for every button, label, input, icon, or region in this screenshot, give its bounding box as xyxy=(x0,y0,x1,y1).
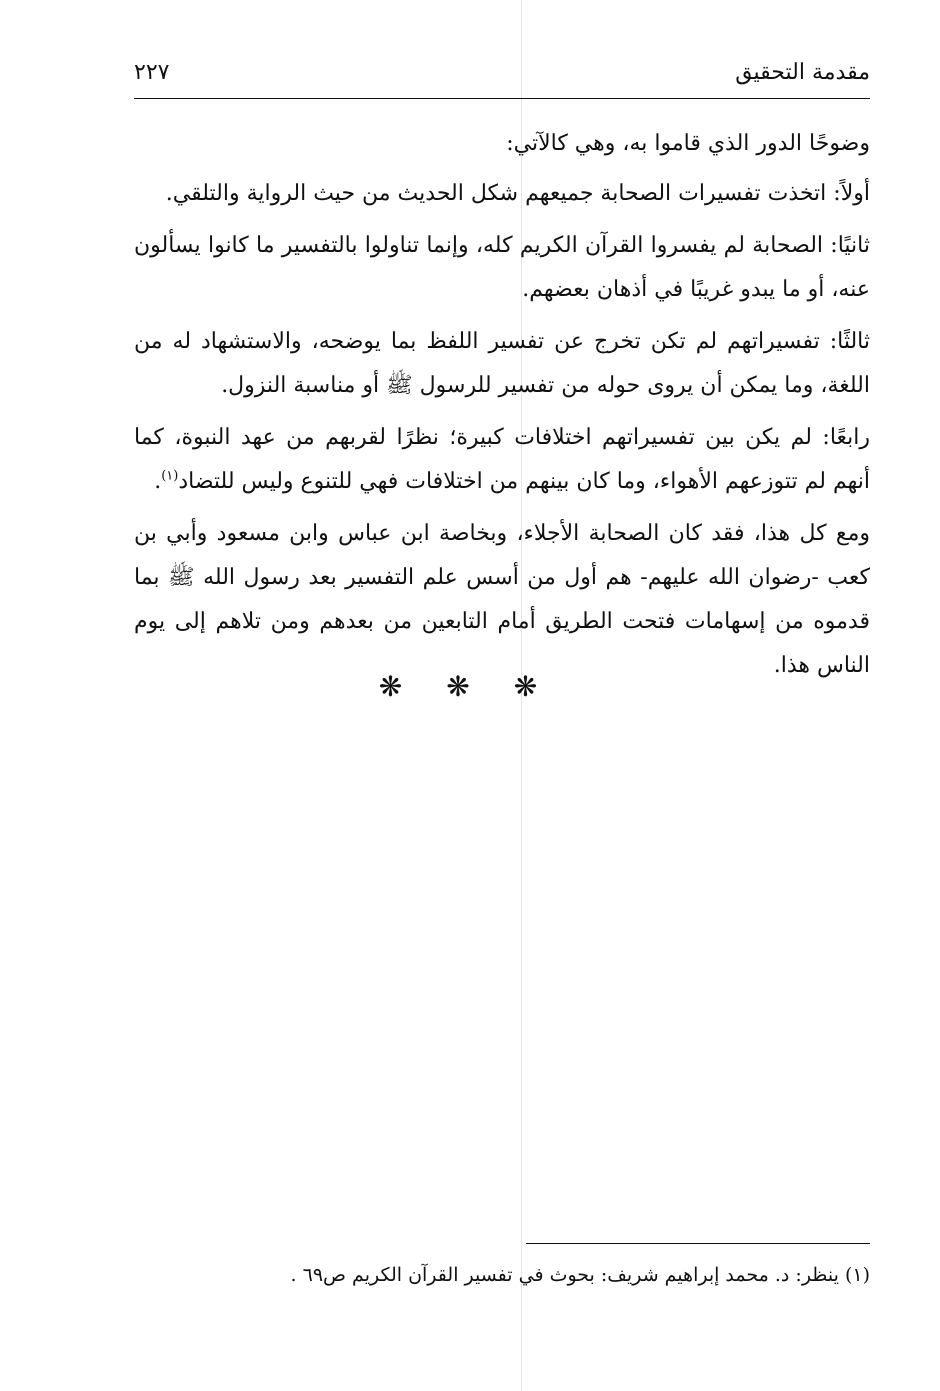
section-separator xyxy=(0,670,940,703)
asterism-icon: ❋ xyxy=(513,670,562,703)
asterism-icon: ❋ xyxy=(378,670,427,703)
body-text xyxy=(134,122,870,696)
point-4-paragraph xyxy=(134,416,870,504)
point-2-paragraph: ثانيًا: الصحابة لم يفسروا القرآن الكريم كله، وإنما تناولوا بالتفسير ما كانوا يسألون عنه، أو ما يبدو غريبًا في أذهان بعضهم. xyxy=(134,233,870,302)
footnote-rule xyxy=(526,1243,870,1244)
asterism-icon: ❋ xyxy=(446,670,494,703)
footnote-reference[interactable]: (١) xyxy=(161,468,179,484)
running-title: مقدمة التحقيق xyxy=(735,60,870,85)
page-number: ٢٢٧ xyxy=(134,60,170,85)
intro-paragraph: وضوحًا الدور الذي قاموا به، وهي كالآتي: xyxy=(506,131,870,156)
point-4-text: رابعًا: لم يكن بين تفسيراتهم اختلافات كبيرة؛ نظرًا لقربهم من عهد النبوة، كما أنهم لم تتوزعهم الأهواء، وما كان بينهم من اختلافات فهي للتنوع وليس للتضاد xyxy=(134,425,870,494)
header-rule xyxy=(134,98,870,99)
point-4-end: . xyxy=(154,469,162,494)
closing-paragraph: ومع كل هذا، فقد كان الصحابة الأجلاء، وبخاصة ابن عباس وابن مسعود وأبي بن كعب -رضوان الله عليهم- هم أول من أسس علم التفسير بعد رسول الله ﷺ بما قدموه من إسهامات فتحت الطريق أمام التابعين من بعدهم ومن تلاهم إلى يوم الناس هذا. xyxy=(134,521,870,678)
point-3-paragraph: ثالثًا: تفسيراتهم لم تكن تخرج عن تفسير اللفظ بما يوضحه، والاستشهاد له من اللغة، وما يمكن أن يروى حوله من تفسير للرسول ﷺ أو مناسبة النزول. xyxy=(134,329,870,398)
point-1-paragraph: أولاً: اتخذت تفسيرات الصحابة جميعهم شكل الحديث من حيث الرواية والتلقي. xyxy=(165,181,870,206)
footnote: (١) ينظر: د. محمد إبراهيم شريف: بحوث في تفسير القرآن الكريم ص٦٩ . xyxy=(290,1264,870,1286)
